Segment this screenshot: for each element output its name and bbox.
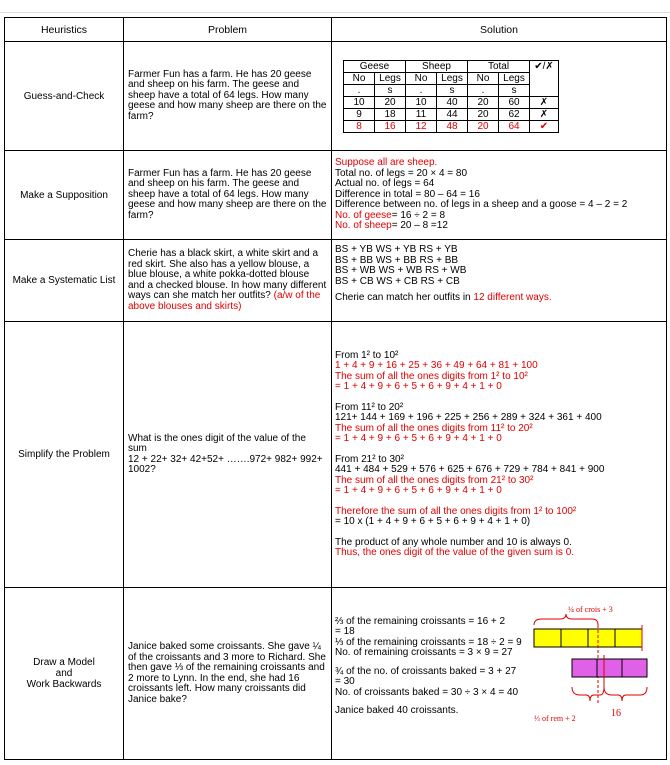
heuristic-suppose: Make a Supposition <box>5 151 124 240</box>
problem-model: Janice baked some croissants. She gave ¼ of the croissants and 3 more to Richard. She then gave ⅓ of the remaining croissants and 2 more to Lynn. In the end, she had 16 croissants left. How many croissants did Janice bake? <box>124 588 332 760</box>
model-line: ⅔ of the remaining croissants = 16 + 2 <box>335 615 506 627</box>
row-guess-and-check <box>5 42 667 151</box>
simplify-note: The sum of all the ones digits from 1² to 10² <box>335 370 528 382</box>
gc-cell: ✗ <box>530 108 559 120</box>
problem-systematic-note: (a/w of the above blouses and skirts) <box>128 290 321 312</box>
gc-sub: . <box>344 84 375 96</box>
gc-cell: 8 <box>344 120 375 132</box>
model-line: No. of remaining croissants = 3 × 9 = 27 <box>335 647 513 658</box>
gc-cell: ✔ <box>530 120 559 132</box>
row-supposition <box>5 151 667 240</box>
gc-cell: ✗ <box>530 96 559 108</box>
list-line: BS + BB WS + BB RS + BB <box>335 254 459 266</box>
simplify-note: The sum of all the ones digits from 21² to 30² <box>335 474 534 486</box>
gc-cell: 20 <box>468 108 499 120</box>
gc-sub: . <box>468 84 499 96</box>
list-line: BS + YB WS + YB RS + YB <box>335 244 458 255</box>
header-solution: Solution <box>332 18 667 42</box>
header-heuristics: Heuristics <box>5 18 124 42</box>
simplify-rule: The product of any whole number and 10 is always 0. <box>335 536 572 548</box>
suppose-line: Difference in total = 80 – 64 = 16 <box>335 188 480 200</box>
heuristic-model-3: Work Backwards <box>26 679 102 690</box>
simplify-seq: 121+ 144 + 169 + 196 + 225 + 256 + 289 + 324 + 361 + 400 <box>335 412 602 423</box>
gc-cell: 64 <box>499 120 530 132</box>
gc-group-sheep: Sheep <box>406 60 468 72</box>
solution-simplify <box>332 322 667 588</box>
list-conclusion: Cherie can match her outfits in <box>335 292 474 303</box>
problem-simplify <box>124 322 332 588</box>
gc-sub: Legs <box>375 72 406 84</box>
simplify-sum: = 1 + 4 + 9 + 6 + 5 + 6 + 9 + 4 + 1 + 0 <box>335 433 502 444</box>
gc-cell: 18 <box>375 108 406 120</box>
heuristic-model <box>5 588 124 760</box>
solution-guess <box>332 42 667 151</box>
solution-suppose <box>332 151 667 240</box>
guess-check-table <box>343 60 559 133</box>
sheep-calc: = 20 – 8 =12 <box>391 220 448 232</box>
problem-systematic-text: Cherie has a black skirt, a white skirt and a red skirt. She also has a yellow blouse, a blue blouse, a white pokka-dotted blouse and a checked blouse. In how many different ways can she match her outfits? <box>128 248 327 301</box>
gc-cell: 10 <box>406 96 437 108</box>
label-16: 16 <box>611 708 621 719</box>
gc-data-row-answer <box>344 120 559 132</box>
gc-data-row <box>344 108 559 120</box>
problem-simplify-text: What is the ones digit of the value of the sum <box>128 432 306 454</box>
gc-cell: 44 <box>437 108 468 120</box>
simplify-head: From 11² to 20² <box>335 401 404 413</box>
heuristic-model-2: and <box>55 668 73 679</box>
suppose-line: Difference between no. of legs in a sheep and a goose = 4 – 2 = 2 <box>335 199 628 211</box>
gc-cell: 10 <box>344 96 375 108</box>
problem-simplify-sum: 12 + 22+ 32+ 42+52+ …….972+ 982+ 992+ 1002? <box>128 453 323 475</box>
simplify-sum: = 1 + 4 + 9 + 6 + 5 + 6 + 9 + 4 + 1 + 0 <box>335 485 502 496</box>
gc-group-check: ✔/✗ <box>530 60 559 96</box>
problem-systematic <box>124 240 332 322</box>
gc-cell: 16 <box>375 120 406 132</box>
heuristic-guess: Guess-and-Check <box>5 42 124 151</box>
gc-group-total: Total <box>468 60 530 72</box>
list-line: BS + CB WS + CB RS + CB <box>335 275 460 287</box>
problem-suppose: Farmer Fun has a farm. He has 20 geese and sheep on his farm. The geese and sheep have a total of 64 legs. How many geese and how many sheep are there on the farm? <box>124 151 332 240</box>
geese-label: No. of geese <box>335 209 392 221</box>
gc-cell: 62 <box>499 108 530 120</box>
model-line: ¾ of the no. of croissants baked = 3 + 27 <box>335 665 517 677</box>
gc-cell: 11 <box>406 108 437 120</box>
problem-guess: Farmer Fun has a farm. He has 20 geese and sheep on his farm. The geese and sheep have a total of 64 legs. How many geese and how many sheep are there on the farm? <box>124 42 332 151</box>
simplify-head: From 1² to 10² <box>335 349 399 361</box>
model-line: No. of croissants baked = 30 ÷ 3 × 4 = 40 <box>335 686 519 698</box>
gc-cell: 20 <box>375 96 406 108</box>
simplify-seq: 1 + 4 + 9 + 16 + 25 + 36 + 49 + 64 + 81 + 100 <box>335 360 538 371</box>
suppose-line: Actual no. of legs = 64 <box>335 178 435 190</box>
list-line: BS + WB WS + WB RS + WB <box>335 265 467 276</box>
row-systematic-list <box>5 240 667 322</box>
sheep-label: No. of sheep <box>335 220 392 232</box>
gc-cell: 48 <box>437 120 468 132</box>
top-strip <box>0 0 670 13</box>
bar-model-diagram <box>532 603 662 723</box>
gc-sub: s <box>375 84 406 96</box>
gc-data-row <box>344 96 559 108</box>
simplify-sum: = 1 + 4 + 9 + 6 + 5 + 6 + 9 + 4 + 1 + 0 <box>335 381 502 392</box>
heuristic-model-1: Draw a Model <box>33 657 95 668</box>
gc-group-geese: Geese <box>344 60 406 72</box>
gc-sub: . <box>406 84 437 96</box>
gc-sub: s <box>499 84 530 96</box>
list-answer: 12 different ways. <box>473 292 552 303</box>
gc-cell: 60 <box>499 96 530 108</box>
header-row <box>5 18 667 42</box>
simplify-product: = 10 x (1 + 4 + 9 + 6 + 5 + 6 + 9 + 4 + 1 + 0) <box>335 516 531 527</box>
suppose-line: Suppose all are sheep. <box>335 157 438 169</box>
model-line: ⅓ of the remaining croissants = 18 ÷ 2 = 9 <box>335 636 522 648</box>
simplify-therefore: Therefore the sum of all the ones digits from 1² to 100² <box>335 505 577 517</box>
brace-bottom-right <box>604 687 647 701</box>
solution-systematic <box>332 240 667 322</box>
gc-cell: 40 <box>437 96 468 108</box>
bar-remaining <box>572 659 647 677</box>
heuristic-simplify: Simplify the Problem <box>5 322 124 588</box>
simplify-seq: 441 + 484 + 529 + 576 + 625 + 676 + 729 + 784 + 841 + 900 <box>335 464 605 475</box>
brace-bottom-left <box>572 687 604 701</box>
gc-sub: No <box>344 72 375 84</box>
geese-calc: = 16 ÷ 2 = 8 <box>391 209 446 221</box>
simplify-head: From 21² to 30² <box>335 453 404 465</box>
gc-sub: Legs <box>437 72 468 84</box>
label-quarter-plus-3: ¼ of crois + 3 <box>568 605 613 614</box>
gc-sub: s <box>437 84 468 96</box>
gc-sub: No <box>406 72 437 84</box>
header-problem: Problem <box>124 18 332 42</box>
suppose-line: Total no. of legs = 20 × 4 = 80 <box>335 167 468 179</box>
gc-cell: 9 <box>344 108 375 120</box>
gc-cell: 20 <box>468 96 499 108</box>
label-third-plus-2: ⅓ of rem + 2 <box>534 714 576 723</box>
brace-top <box>534 614 598 625</box>
model-line: = 30 <box>335 676 355 687</box>
gc-cell: 12 <box>406 120 437 132</box>
gc-sub: Legs <box>499 72 530 84</box>
simplify-answer: Thus, the ones digit of the value of the given sum is 0. <box>335 547 575 558</box>
model-answer: Janice baked 40 croissants. <box>335 705 459 716</box>
gc-sub: No <box>468 72 499 84</box>
heuristic-systematic: Make a Systematic List <box>5 240 124 322</box>
simplify-note: The sum of all the ones digits from 11² to 20² <box>335 422 533 434</box>
row-simplify <box>5 322 667 588</box>
gc-cell: 20 <box>468 120 499 132</box>
model-line: = 18 <box>335 626 355 637</box>
